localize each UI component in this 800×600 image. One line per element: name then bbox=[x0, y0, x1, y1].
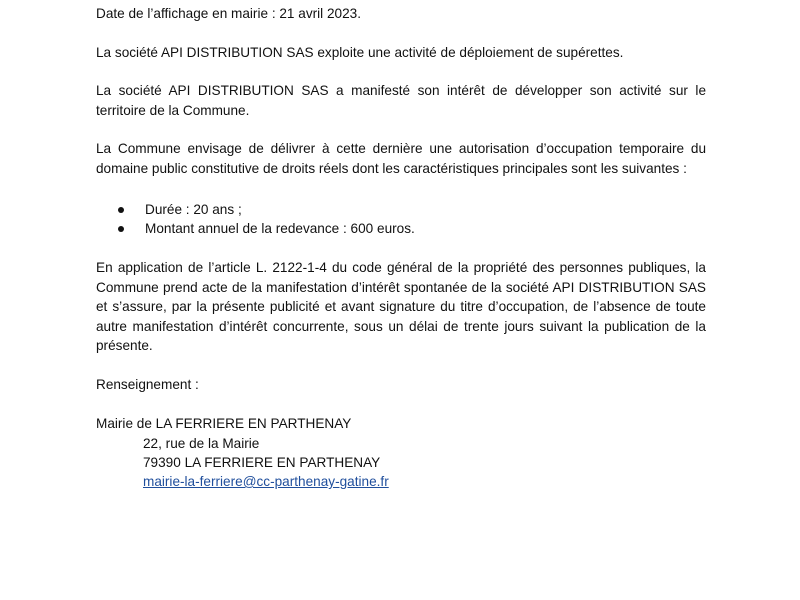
bullet-dot-icon bbox=[118, 226, 124, 232]
bullet-dot-icon bbox=[118, 207, 124, 213]
company-activity-paragraph: La société API DISTRIBUTION SAS exploite une activité de déploiement de supérettes. bbox=[96, 45, 624, 60]
information-label: Renseignement : bbox=[96, 377, 199, 392]
bullet-text-duration: Durée : 20 ans ; bbox=[145, 202, 242, 217]
interest-paragraph: La société API DISTRIBUTION SAS a manifesté son intérêt de développer son activité sur le territoire de la Commune. bbox=[96, 83, 706, 118]
display-date-line: Date de l’affichage en mairie : 21 avril 2023. bbox=[96, 6, 361, 21]
bullet-item-duration bbox=[118, 200, 678, 220]
contact-organization: Mairie de LA FERRIERE EN PARTHENAY bbox=[96, 416, 352, 431]
contact-city: 79390 LA FERRIERE EN PARTHENAY bbox=[143, 455, 381, 470]
legal-application-paragraph: En application de l’article L. 2122-1-4 du code général de la propriété des personnes publiques, la Commune prend acte de la manifestation d’intérêt spontanée de la société API DISTRIBUTION SAS et s’assure, par la présente publicité et avant signature du titre d’occupation, de l’absence de toute autre manifestation d’intérêt concurrente, sous un délai de trente jours suivant la publication de la présente. bbox=[96, 260, 706, 353]
bullet-item-fee bbox=[118, 219, 678, 239]
contact-email-wrapper bbox=[143, 472, 389, 492]
bullet-text-fee: Montant annuel de la redevance : 600 euros. bbox=[145, 221, 415, 236]
contact-email-link[interactable]: mairie-la-ferriere@cc-parthenay-gatine.fr bbox=[143, 474, 389, 489]
contact-street: 22, rue de la Mairie bbox=[143, 436, 260, 451]
authorization-paragraph: La Commune envisage de délivrer à cette dernière une autorisation d’occupation temporaire du domaine public constitutive de droits réels dont les caractéristiques principales sont les suivantes : bbox=[96, 141, 706, 176]
